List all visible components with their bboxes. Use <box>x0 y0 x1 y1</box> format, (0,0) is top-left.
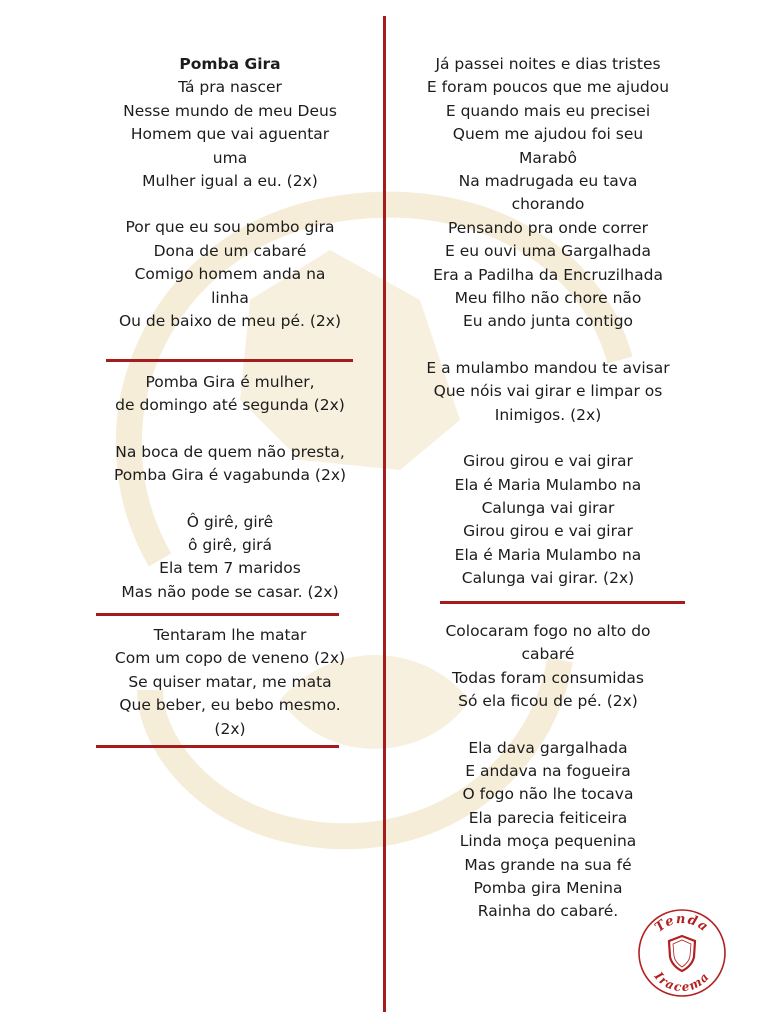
song-title: Pomba Gira <box>179 55 281 73</box>
lyric-line: E quando mais eu precisei <box>445 101 651 120</box>
right-verse-2 <box>392 620 704 924</box>
lyric-line: E andava na fogueira <box>465 762 631 781</box>
lyric-line: Todas foram consumidas <box>451 668 645 687</box>
lyric-line: Colocaram fogo no alto do <box>445 622 651 640</box>
lyric-line: Eu ando junta contigo <box>462 312 634 331</box>
lyric-line: Pomba Gira é mulher, <box>145 373 315 391</box>
lyric-line: Ou de baixo de meu pé. (2x) <box>118 312 342 331</box>
logo-text-bottom: Iracema <box>651 969 713 995</box>
lyric-line: Marabô <box>518 148 578 167</box>
lyric-line: Pomba gira Menina <box>473 879 623 898</box>
left-verse-3 <box>78 624 382 741</box>
lyric-line: Dona de um cabaré <box>153 241 307 260</box>
section-rule <box>440 601 685 604</box>
lyric-line: Só ela ficou de pé. (2x) <box>458 692 638 711</box>
lyric-line: Girou girou e vai girar <box>463 452 633 471</box>
lyric-line: Se quiser matar, me mata <box>128 672 332 691</box>
lyric-line: Pomba Gira é vagabunda (2x) <box>113 466 347 485</box>
lyric-line: Comigo homem anda na <box>134 265 326 284</box>
lyric-line: E eu ouvi uma Gargalhada <box>445 242 651 261</box>
lyric-line: Ela dava gargalhada <box>468 738 628 757</box>
lyric-line: Era a Padilha da Encruzilhada <box>433 265 663 284</box>
lyric-line: Ô girê, girê <box>186 512 274 531</box>
lyric-line: Meu filho não chore não <box>454 289 642 308</box>
lyric-line: Que beber, eu bebo mesmo. <box>119 696 341 715</box>
lyric-line: Mas grande na sua fé <box>464 855 632 874</box>
section-rule <box>106 359 353 362</box>
lyric-line: Com um copo de veneno (2x) <box>114 649 346 668</box>
lyric-line: Ela é Maria Mulambo na <box>454 475 642 494</box>
left-verse-1 <box>78 53 382 333</box>
lyric-line: Que nóis vai girar e limpar os <box>433 382 663 401</box>
lyric-line: Nesse mundo de meu Deus <box>123 101 337 120</box>
lyric-line: O fogo não lhe tocava <box>462 785 634 804</box>
right-verse-1 <box>392 53 704 591</box>
lyric-line: Na madrugada eu tava <box>458 172 638 191</box>
left-verse-2 <box>78 371 382 604</box>
lyric-line: Ela é Maria Mulambo na <box>454 545 642 564</box>
section-rule <box>96 745 339 748</box>
column-divider <box>383 16 386 1012</box>
tenda-iracema-logo <box>636 907 728 999</box>
lyric-line: Ela parecia feiticeira <box>468 808 628 827</box>
lyric-line: Quem me ajudou foi seu <box>452 125 644 144</box>
lyric-line: Girou girou e vai girar <box>463 522 633 541</box>
lyric-line: (2x) <box>214 719 246 738</box>
lyric-line: Linda moça pequenina <box>459 832 637 851</box>
lyric-line: Rainha do cabaré. <box>477 902 619 921</box>
lyric-line: de domingo até segunda (2x) <box>115 396 345 415</box>
lyric-line: Ela tem 7 maridos <box>159 559 301 578</box>
lyric-line: Inimigos. (2x) <box>494 405 602 424</box>
section-rule <box>96 613 339 616</box>
lyric-line: ô girê, girá <box>188 536 272 555</box>
lyric-line: Mas não pode se casar. (2x) <box>121 582 339 601</box>
lyric-line: E foram poucos que me ajudou <box>426 78 670 97</box>
lyric-line: uma <box>212 148 248 167</box>
lyric-line: Na boca de quem não presta, <box>115 442 345 461</box>
lyric-line: E a mulambo mandou te avisar <box>426 358 670 377</box>
lyric-line: Tá pra nascer <box>178 78 282 97</box>
lyric-line: chorando <box>511 195 585 214</box>
lyric-line: linha <box>211 288 249 307</box>
lyric-line: Calunga vai girar <box>481 498 615 517</box>
lyric-line: Homem que vai aguentar <box>130 125 330 144</box>
lyric-line: Mulher igual a eu. (2x) <box>142 172 318 191</box>
lyric-line: Já passei noites e dias tristes <box>435 55 661 73</box>
lyric-line: Por que eu sou pombo gira <box>125 218 335 237</box>
lyric-line: Pensando pra onde correr <box>447 218 649 237</box>
lyric-line: Calunga vai girar. (2x) <box>461 569 635 588</box>
lyric-line: cabaré <box>521 645 575 664</box>
logo-text-top: Tenda <box>652 911 712 936</box>
lyric-line: Tentaram lhe matar <box>153 626 307 644</box>
